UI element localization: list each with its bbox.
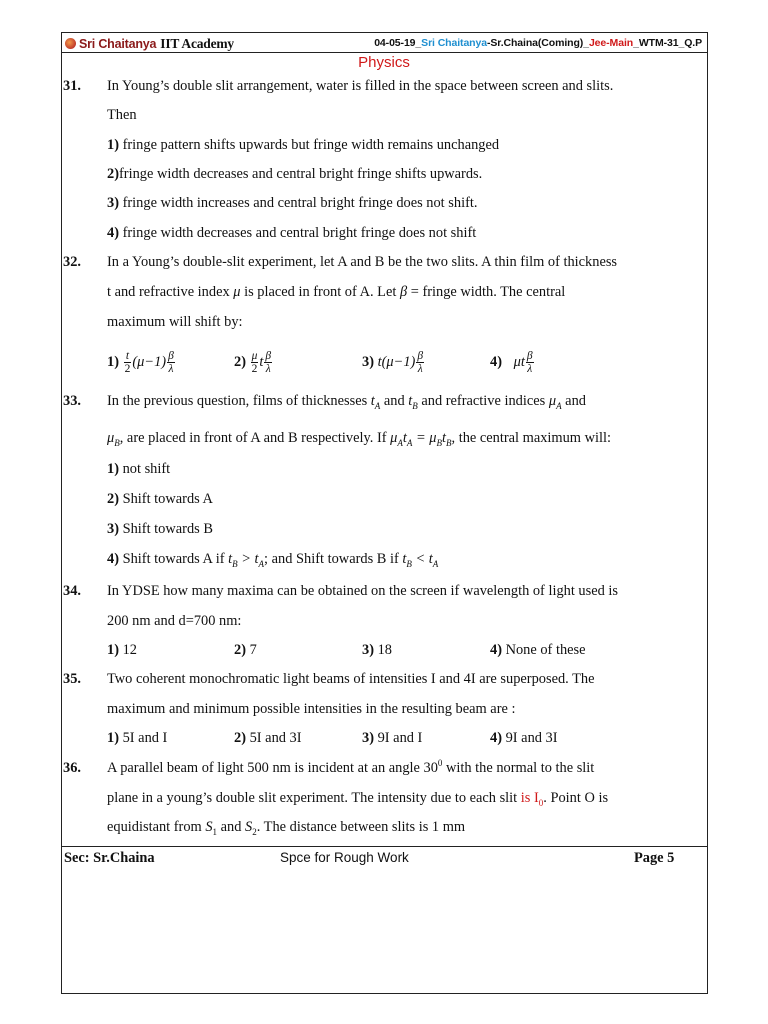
question-number: 34. — [63, 583, 81, 599]
page-number: Page 5 — [634, 850, 675, 866]
question-text: In YDSE how many maxima can be obtained on the screen if wavelength of light used is — [107, 583, 619, 599]
rough-work-label: Spce for Rough Work — [280, 850, 409, 865]
logo-icon — [65, 38, 76, 49]
question-number: 36. — [63, 760, 81, 776]
footer-divider — [61, 846, 708, 847]
question-number: 32. — [63, 254, 81, 270]
option: 1) 5I and I — [107, 730, 168, 746]
option: 1) not shift — [107, 461, 171, 477]
question-text: maximum will shift by: — [107, 314, 243, 330]
option: 4) fringe width decreases and central bright fringe does not shift — [107, 225, 477, 241]
paper-code: 04-05-19_Sri Chaitanya-Sr.Chaina(Coming)_Jee-Main_WTM-31_Q.P — [374, 37, 702, 49]
option: 4) μt $\frac{\beta}{\lambda}$ — [490, 350, 533, 375]
option: 2) $\frac{\mu}{2}$ t $\frac{\beta}{\lambda}$ — [234, 350, 272, 375]
section-label: Sec: Sr.Chaina — [64, 850, 155, 866]
question-number: 33. — [63, 393, 81, 409]
subject-title: Physics — [358, 54, 410, 71]
question-text: maximum and minimum possible intensities in the resulting beam are : — [107, 701, 516, 717]
option: 4) None of these — [490, 642, 586, 658]
question-text: In Young’s double slit arrangement, water is filled in the space between screen and slits. — [107, 78, 614, 94]
question-text: t and refractive index μ is placed in front of A. Let β = fringe width. The central — [107, 284, 566, 300]
option: 3) fringe width increases and central bright fringe does not shift. — [107, 195, 478, 211]
question-text: equidistant from $S_1$ and $S_2$. The distance between slits is 1 mm — [107, 819, 466, 837]
option: 3) Shift towards B — [107, 521, 213, 537]
academy-logo: Sri Chaitanya IIT Academy — [65, 36, 234, 52]
header-divider — [61, 52, 708, 53]
question-number: 31. — [63, 78, 81, 94]
option: 1) fringe pattern shifts upwards but fringe width remains unchanged — [107, 137, 500, 153]
question-text: $\mu_B$, are placed in front of A and B respectively. If $\mu_At_A = \mu_Bt_B$, the central maximum will: — [107, 430, 611, 448]
option: 2) 5I and 3I — [234, 730, 302, 746]
option: 4) 9I and 3I — [490, 730, 558, 746]
option: 1) 12 — [107, 642, 137, 658]
question-text: In a Young’s double-slit experiment, let A and B be the two slits. A thin film of thickness — [107, 254, 618, 270]
option: 4) Shift towards A if $t_B > t_A$; and Shift towards B if $t_B < t_A$ — [107, 551, 439, 569]
question-text: Two coherent monochromatic light beams of intensities I and 4I are superposed. The — [107, 671, 595, 687]
page-header — [61, 33, 708, 53]
option: 2)fringe width decreases and central bright fringe shifts upwards. — [107, 166, 483, 182]
option: 3) 9I and I — [362, 730, 423, 746]
option: 3) t(μ−1) $\frac{\beta}{\lambda}$ — [362, 350, 424, 375]
option: 1) $\frac{t}{2}$ (μ−1) $\frac{\beta}{\lambda}$ — [107, 350, 174, 375]
question-number: 35. — [63, 671, 81, 687]
option: 2) 7 — [234, 642, 257, 658]
question-text: Then — [107, 107, 137, 123]
option: 3) 18 — [362, 642, 392, 658]
question-text: In the previous question, films of thicknesses $t_A$ and $t_B$ and refractive indices $\mu_A$ and — [107, 393, 586, 411]
question-text: 200 nm and d=700 nm: — [107, 613, 242, 629]
question-text: A parallel beam of light 500 nm is incident at an angle $30^0$ with the normal to the slit — [107, 758, 595, 776]
question-text: plane in a young’s double slit experiment. The intensity due to each slit is $I_0$. Point O is — [107, 790, 609, 808]
option: 2) Shift towards A — [107, 491, 213, 507]
